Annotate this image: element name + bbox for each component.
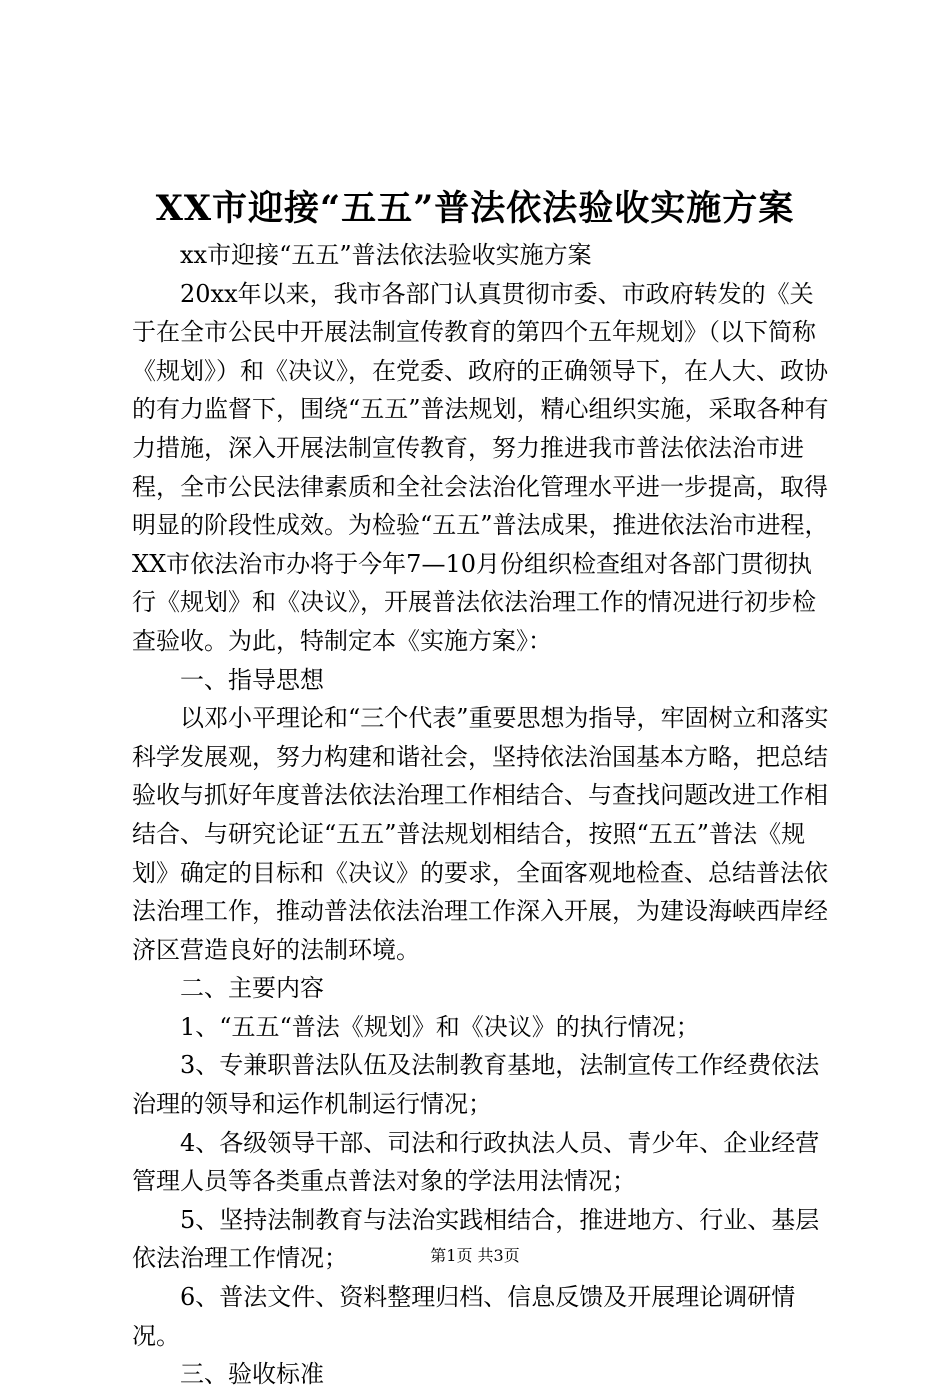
content-item-3: 3、专兼职普法队伍及法制教育基地，法制宣传工作经费依法治理的领导和运作机制运行情况； bbox=[132, 1051, 820, 1119]
document-body bbox=[132, 236, 832, 1394]
subtitle-paragraph: xx市迎接“五五”普法依法验收实施方案 bbox=[180, 241, 592, 269]
section-heading-acceptance-standard: 三、验收标准 bbox=[180, 1360, 324, 1389]
content-item-5: 5、坚持法制教育与法治实践相结合，推进地方、行业、基层依法治理工作情况； bbox=[132, 1205, 820, 1273]
document-title: XX市迎接“五五”普法依法验收实施方案 bbox=[155, 188, 795, 229]
section-heading-main-content: 二、主要内容 bbox=[180, 974, 324, 1003]
section-heading-guiding-ideology: 一、指导思想 bbox=[180, 665, 324, 694]
page-number-footer: 第1页 共3页 bbox=[430, 1246, 520, 1265]
content-item-1: 1、“五五“普法《规划》和《决议》的执行情况； bbox=[180, 1012, 700, 1041]
content-item-4: 4、各级领导干部、司法和行政执法人员、青少年、企业经营管理人员等各类重点普法对象的学法用法情况； bbox=[132, 1128, 820, 1196]
content-item-6: 6、普法文件、资料整理归档、信息反馈及开展理论调研情况。 bbox=[132, 1283, 796, 1350]
guiding-ideology-paragraph: 以邓小平理论和“三个代表”重要思想为指导，牢固树立和落实科学发展观，努力构建和谐社会，坚持依法治国基本方略，把总结验收与抓好年度普法依法治理工作相结合、与查找问题改进工作相结合、与研究论证“五五”普法规划相结合，按照“五五”普法《规划》确定的目标和《决议》的要求，全面客观地检查、总结普法依法治理工作，推动普法依法治理工作深入开展，为建设海峡西岸经济区营造良好的法制环境。 bbox=[132, 704, 829, 964]
intro-paragraph: 20xx年以来，我市各部门认真贯彻市委、市政府转发的《关于在全市公民中开展法制宣传教育的第四个五年规划》（以下简称《规划》）和《决议》，在党委、政府的正确领导下，在人大、政协的有力监督下，围绕“五五”普法规划，精心组织实施，采取各种有力措施，深入开展法制宣传教育，努力推进我市普法依法治市进程，全市公民法律素质和全社会法治化管理水平进一步提高，取得明显的阶段性成效。为检验“五五”普法成果，推进依法治市进程，XX市依法治市办将于今年7—10月份组织检查组对各部门贯彻执行《规划》和《决议》，开展普法依法治理工作的情况进行初步检查验收。为此，特制定本《实施方案》： bbox=[132, 279, 829, 655]
